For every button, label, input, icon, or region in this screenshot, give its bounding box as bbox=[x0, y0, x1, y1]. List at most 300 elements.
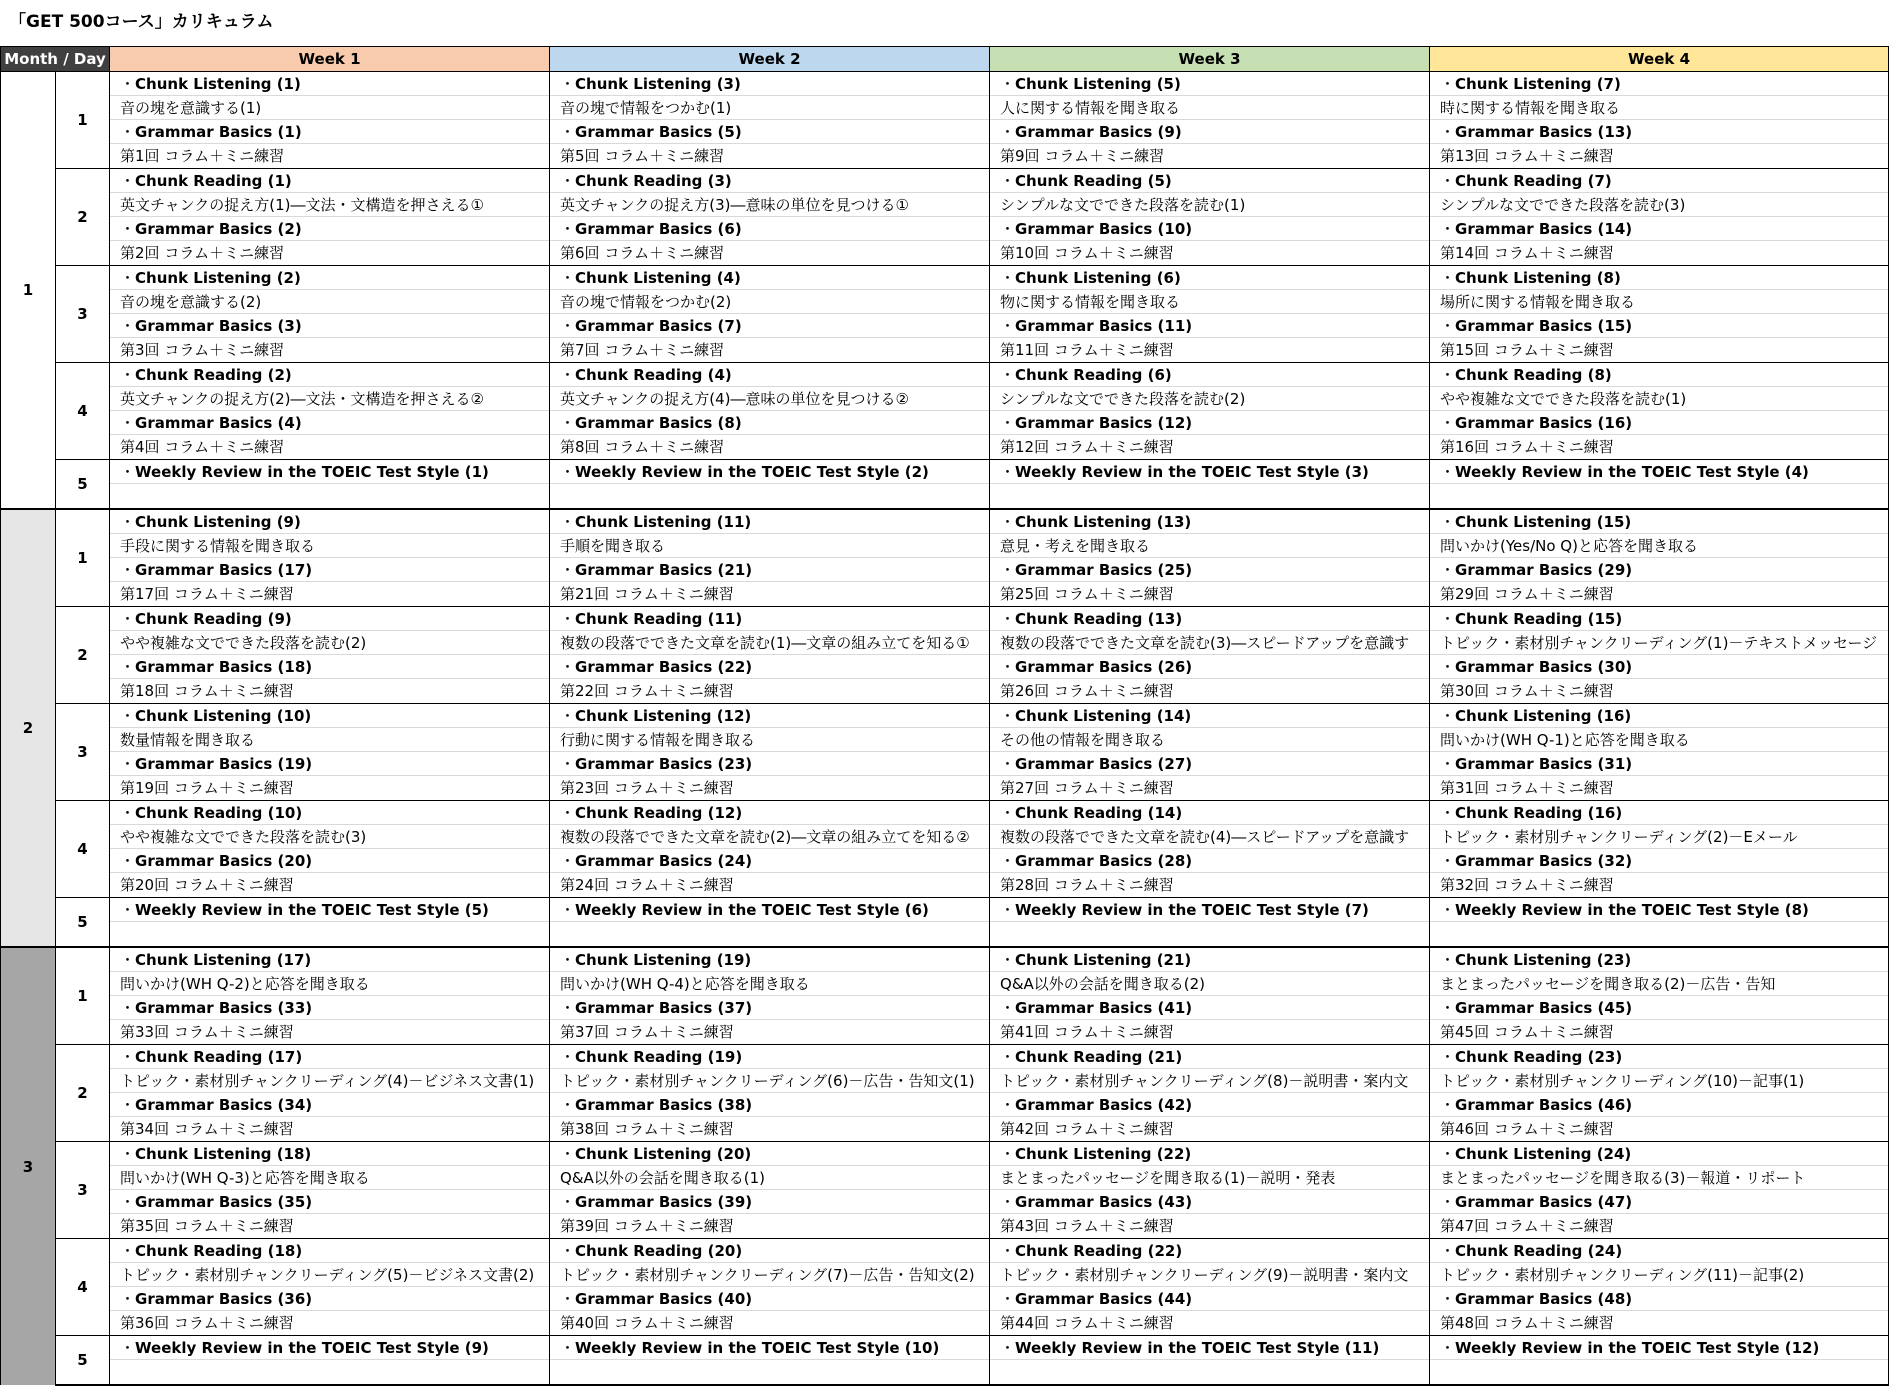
cell-line bbox=[1430, 217, 1888, 241]
lesson-description: 問いかけ(WH Q-1)と応答を聞き取る bbox=[1440, 731, 1690, 749]
cell-line bbox=[990, 363, 1429, 387]
cell-line bbox=[550, 679, 989, 703]
cell-line bbox=[990, 120, 1429, 144]
cell-line bbox=[990, 96, 1429, 120]
day-label: 3 bbox=[56, 266, 110, 363]
lesson-description: やや複雑な文でできた段落を読む(2) bbox=[120, 634, 367, 652]
bullet-mark: ・ bbox=[1440, 1096, 1456, 1114]
bullet-mark: ・ bbox=[120, 317, 136, 335]
week-1-cell bbox=[110, 460, 550, 510]
cell-line bbox=[1430, 314, 1888, 338]
cell-line bbox=[1430, 873, 1888, 897]
bullet-mark: ・ bbox=[560, 366, 576, 384]
lesson-description: 第47回 コラム＋ミニ練習 bbox=[1440, 1217, 1614, 1235]
bullet-mark: ・ bbox=[560, 610, 576, 628]
lesson-description: その他の情報を聞き取る bbox=[1000, 731, 1166, 749]
bullet-mark: ・ bbox=[1440, 1193, 1456, 1211]
lesson-description: 音の塊を意識する(2) bbox=[120, 293, 262, 311]
bullet-mark: ・ bbox=[1440, 999, 1456, 1017]
cell-line bbox=[550, 1214, 989, 1238]
lesson-title: Weekly Review in the TOEIC Test Style (8) bbox=[1455, 901, 1809, 919]
bullet-mark: ・ bbox=[560, 951, 576, 969]
cell-line bbox=[990, 972, 1429, 996]
lesson-description: 第16回 コラム＋ミニ練習 bbox=[1440, 438, 1614, 456]
cell-line bbox=[990, 704, 1429, 728]
month-label: 2 bbox=[1, 509, 56, 947]
lesson-description: 第37回 コラム＋ミニ練習 bbox=[560, 1023, 734, 1041]
lesson-title: Grammar Basics (18) bbox=[135, 658, 313, 676]
cell-line bbox=[110, 72, 549, 96]
lesson-title: Chunk Reading (19) bbox=[575, 1048, 743, 1066]
day-label: 2 bbox=[56, 607, 110, 704]
bullet-mark: ・ bbox=[1000, 1290, 1016, 1308]
bullet-mark: ・ bbox=[1000, 951, 1016, 969]
cell-line bbox=[550, 752, 989, 776]
month-label: 1 bbox=[1, 72, 56, 510]
lesson-description: 英文チャンクの捉え方(3)―意味の単位を見つける① bbox=[560, 196, 909, 214]
lesson-title: Grammar Basics (37) bbox=[575, 999, 753, 1017]
lesson-title: Grammar Basics (13) bbox=[1455, 123, 1633, 141]
cell-line bbox=[1430, 510, 1888, 534]
table-row bbox=[1, 1239, 1889, 1336]
day-label: 3 bbox=[56, 1142, 110, 1239]
day-label: 1 bbox=[56, 72, 110, 169]
week-3-cell bbox=[990, 1142, 1430, 1239]
week-4-cell bbox=[1430, 1239, 1889, 1336]
cell-line bbox=[1430, 534, 1888, 558]
lesson-description: 第44回 コラム＋ミニ練習 bbox=[1000, 1314, 1174, 1332]
bullet-mark: ・ bbox=[1000, 999, 1016, 1017]
table-row bbox=[1, 898, 1889, 948]
table-row bbox=[1, 801, 1889, 898]
lesson-title: Chunk Listening (12) bbox=[575, 707, 752, 725]
lesson-title: Chunk Listening (24) bbox=[1455, 1145, 1632, 1163]
table-row bbox=[1, 1336, 1889, 1386]
bullet-mark: ・ bbox=[1000, 1242, 1016, 1260]
cell-line bbox=[1430, 849, 1888, 873]
cell-line bbox=[110, 169, 549, 193]
bullet-mark: ・ bbox=[1440, 610, 1456, 628]
lesson-description: 第5回 コラム＋ミニ練習 bbox=[560, 147, 725, 165]
lesson-title: Chunk Listening (17) bbox=[135, 951, 312, 969]
table-row bbox=[1, 1045, 1889, 1142]
cell-line bbox=[1430, 1214, 1888, 1238]
week-1-cell bbox=[110, 72, 550, 169]
week-2-cell bbox=[550, 1336, 990, 1386]
lesson-title: Grammar Basics (2) bbox=[135, 220, 302, 238]
lesson-description: 問いかけ(WH Q-2)と応答を聞き取る bbox=[120, 975, 370, 993]
lesson-title: Grammar Basics (22) bbox=[575, 658, 753, 676]
cell-line bbox=[110, 460, 549, 484]
curriculum-table bbox=[0, 46, 1889, 1386]
cell-line bbox=[550, 1069, 989, 1093]
lesson-description: 第46回 コラム＋ミニ練習 bbox=[1440, 1120, 1614, 1138]
cell-line bbox=[550, 96, 989, 120]
lesson-description: やや複雑な文でできた段落を読む(1) bbox=[1440, 390, 1687, 408]
cell-line bbox=[550, 631, 989, 655]
day-label: 4 bbox=[56, 1239, 110, 1336]
lesson-title: Grammar Basics (30) bbox=[1455, 658, 1633, 676]
bullet-mark: ・ bbox=[560, 172, 576, 190]
bullet-mark: ・ bbox=[560, 901, 576, 919]
bullet-mark: ・ bbox=[1440, 951, 1456, 969]
bullet-mark: ・ bbox=[1440, 1290, 1456, 1308]
lesson-title: Chunk Reading (13) bbox=[1015, 610, 1183, 628]
week-4-cell bbox=[1430, 607, 1889, 704]
cell-line bbox=[550, 266, 989, 290]
bullet-mark: ・ bbox=[560, 755, 576, 773]
cell-line bbox=[1430, 1263, 1888, 1287]
table-row bbox=[1, 1142, 1889, 1239]
bullet-mark: ・ bbox=[120, 1290, 136, 1308]
week-1-header: Week 1 bbox=[110, 47, 550, 72]
cell-line bbox=[110, 387, 549, 411]
bullet-mark: ・ bbox=[1000, 463, 1016, 481]
cell-line bbox=[1430, 1336, 1888, 1360]
lesson-title: Grammar Basics (32) bbox=[1455, 852, 1633, 870]
bullet-mark: ・ bbox=[560, 707, 576, 725]
week-2-cell bbox=[550, 607, 990, 704]
bullet-mark: ・ bbox=[560, 1096, 576, 1114]
cell-line bbox=[550, 314, 989, 338]
week-2-cell bbox=[550, 72, 990, 169]
lesson-description: 音の塊で情報をつかむ(1) bbox=[560, 99, 732, 117]
bullet-mark: ・ bbox=[1440, 317, 1456, 335]
week-2-cell bbox=[550, 460, 990, 510]
lesson-title: Grammar Basics (29) bbox=[1455, 561, 1633, 579]
table-row bbox=[1, 72, 1889, 169]
lesson-description: 第7回 コラム＋ミニ練習 bbox=[560, 341, 725, 359]
day-label: 3 bbox=[56, 704, 110, 801]
lesson-title: Chunk Reading (20) bbox=[575, 1242, 743, 1260]
cell-line bbox=[1430, 193, 1888, 217]
cell-line bbox=[990, 411, 1429, 435]
cell-line bbox=[990, 655, 1429, 679]
cell-line bbox=[550, 484, 989, 508]
cell-line bbox=[550, 898, 989, 922]
cell-line bbox=[110, 825, 549, 849]
lesson-title: Grammar Basics (34) bbox=[135, 1096, 313, 1114]
cell-line bbox=[1430, 290, 1888, 314]
bullet-mark: ・ bbox=[1000, 658, 1016, 676]
lesson-title: Chunk Reading (24) bbox=[1455, 1242, 1623, 1260]
bullet-mark: ・ bbox=[1440, 1145, 1456, 1163]
lesson-title: Chunk Listening (9) bbox=[135, 513, 301, 531]
lesson-title: Grammar Basics (35) bbox=[135, 1193, 313, 1211]
lesson-description: 物に関する情報を聞き取る bbox=[1000, 293, 1181, 311]
cell-line bbox=[550, 1117, 989, 1141]
cell-line bbox=[110, 849, 549, 873]
cell-line bbox=[550, 849, 989, 873]
bullet-mark: ・ bbox=[120, 220, 136, 238]
cell-line bbox=[1430, 752, 1888, 776]
cell-line bbox=[110, 96, 549, 120]
header-row bbox=[1, 47, 1889, 72]
lesson-description: 第12回 コラム＋ミニ練習 bbox=[1000, 438, 1174, 456]
lesson-title: Chunk Listening (2) bbox=[135, 269, 301, 287]
lesson-title: Chunk Reading (22) bbox=[1015, 1242, 1183, 1260]
lesson-title: Grammar Basics (26) bbox=[1015, 658, 1193, 676]
week-2-cell bbox=[550, 266, 990, 363]
cell-line bbox=[1430, 266, 1888, 290]
bullet-mark: ・ bbox=[1000, 1048, 1016, 1066]
lesson-description: トピック・素材別チャンクリーディング(6)－広告・告知文(1) bbox=[560, 1072, 975, 1090]
cell-line bbox=[990, 728, 1429, 752]
lesson-title: Chunk Reading (7) bbox=[1455, 172, 1612, 190]
cell-line bbox=[550, 411, 989, 435]
sheet-title: 「GET 500コース」カリキュラム bbox=[9, 12, 274, 32]
lesson-description: 第18回 コラム＋ミニ練習 bbox=[120, 682, 294, 700]
lesson-title: Chunk Listening (13) bbox=[1015, 513, 1192, 531]
bullet-mark: ・ bbox=[1000, 707, 1016, 725]
lesson-title: Grammar Basics (23) bbox=[575, 755, 753, 773]
lesson-title: Weekly Review in the TOEIC Test Style (7) bbox=[1015, 901, 1369, 919]
table-row bbox=[1, 607, 1889, 704]
bullet-mark: ・ bbox=[1440, 755, 1456, 773]
lesson-title: Weekly Review in the TOEIC Test Style (2) bbox=[575, 463, 929, 481]
lesson-description: 問いかけ(WH Q-3)と応答を聞き取る bbox=[120, 1169, 370, 1187]
lesson-description: シンプルな文でできた段落を読む(3) bbox=[1440, 196, 1686, 214]
cell-line bbox=[990, 582, 1429, 606]
cell-line bbox=[990, 948, 1429, 972]
week-2-cell bbox=[550, 898, 990, 948]
lesson-title: Chunk Listening (7) bbox=[1455, 75, 1621, 93]
lesson-description: 第19回 コラム＋ミニ練習 bbox=[120, 779, 294, 797]
cell-line bbox=[550, 922, 989, 946]
bullet-mark: ・ bbox=[120, 951, 136, 969]
week-2-cell bbox=[550, 1142, 990, 1239]
cell-line bbox=[550, 241, 989, 265]
cell-line bbox=[110, 776, 549, 800]
cell-line bbox=[1430, 1093, 1888, 1117]
cell-line bbox=[990, 873, 1429, 897]
lesson-title: Grammar Basics (19) bbox=[135, 755, 313, 773]
lesson-title: Grammar Basics (14) bbox=[1455, 220, 1633, 238]
cell-line bbox=[110, 996, 549, 1020]
bullet-mark: ・ bbox=[120, 1193, 136, 1211]
cell-line bbox=[1430, 776, 1888, 800]
lesson-title: Grammar Basics (25) bbox=[1015, 561, 1193, 579]
bullet-mark: ・ bbox=[560, 1242, 576, 1260]
cell-line bbox=[1430, 558, 1888, 582]
cell-line bbox=[1430, 241, 1888, 265]
bullet-mark: ・ bbox=[120, 610, 136, 628]
cell-line bbox=[990, 1360, 1429, 1384]
lesson-description: トピック・素材別チャンクリーディング(5)－ビジネス文書(2) bbox=[120, 1266, 535, 1284]
lesson-title: Grammar Basics (38) bbox=[575, 1096, 753, 1114]
cell-line bbox=[550, 776, 989, 800]
bullet-mark: ・ bbox=[560, 804, 576, 822]
bullet-mark: ・ bbox=[1440, 561, 1456, 579]
lesson-description: 第30回 コラム＋ミニ練習 bbox=[1440, 682, 1614, 700]
lesson-description: 複数の段落でできた文章を読む(2)―文章の組み立てを知る② bbox=[560, 828, 970, 846]
bullet-mark: ・ bbox=[1000, 366, 1016, 384]
lesson-description: 第15回 コラム＋ミニ練習 bbox=[1440, 341, 1614, 359]
cell-line bbox=[550, 996, 989, 1020]
lesson-description: トピック・素材別チャンクリーディング(11)－記事(2) bbox=[1440, 1266, 1805, 1284]
bullet-mark: ・ bbox=[1440, 1339, 1456, 1357]
cell-line bbox=[990, 1263, 1429, 1287]
cell-line bbox=[550, 1360, 989, 1384]
cell-line bbox=[550, 387, 989, 411]
week-3-cell bbox=[990, 1239, 1430, 1336]
lesson-description: 意見・考えを聞き取る bbox=[1000, 537, 1151, 555]
week-1-cell bbox=[110, 898, 550, 948]
table-row bbox=[1, 169, 1889, 266]
lesson-description: 第9回 コラム＋ミニ練習 bbox=[1000, 147, 1165, 165]
cell-line bbox=[990, 1166, 1429, 1190]
lesson-description: トピック・素材別チャンクリーディング(10)－記事(1) bbox=[1440, 1072, 1805, 1090]
bullet-mark: ・ bbox=[1440, 804, 1456, 822]
bullet-mark: ・ bbox=[1000, 755, 1016, 773]
lesson-title: Grammar Basics (1) bbox=[135, 123, 302, 141]
cell-line bbox=[990, 1214, 1429, 1238]
day-label: 4 bbox=[56, 363, 110, 460]
lesson-description: 第8回 コラム＋ミニ練習 bbox=[560, 438, 725, 456]
cell-line bbox=[1430, 704, 1888, 728]
week-2-cell bbox=[550, 1239, 990, 1336]
bullet-mark: ・ bbox=[120, 804, 136, 822]
week-4-cell bbox=[1430, 898, 1889, 948]
bullet-mark: ・ bbox=[1000, 1096, 1016, 1114]
curriculum-body bbox=[1, 72, 1889, 1386]
week-1-cell bbox=[110, 1239, 550, 1336]
lesson-title: Chunk Reading (1) bbox=[135, 172, 292, 190]
week-4-cell bbox=[1430, 72, 1889, 169]
bullet-mark: ・ bbox=[1000, 901, 1016, 919]
lesson-title: Grammar Basics (3) bbox=[135, 317, 302, 335]
lesson-description: 場所に関する情報を聞き取る bbox=[1440, 293, 1636, 311]
lesson-description: トピック・素材別チャンクリーディング(8)－説明書・案内文 bbox=[1000, 1072, 1409, 1090]
cell-line bbox=[110, 1093, 549, 1117]
cell-line bbox=[550, 1190, 989, 1214]
cell-line bbox=[990, 1045, 1429, 1069]
lesson-description: 第4回 コラム＋ミニ練習 bbox=[120, 438, 285, 456]
cell-line bbox=[550, 1263, 989, 1287]
cell-line bbox=[110, 607, 549, 631]
week-2-cell bbox=[550, 169, 990, 266]
lesson-description: 第26回 コラム＋ミニ練習 bbox=[1000, 682, 1174, 700]
cell-line bbox=[550, 338, 989, 362]
lesson-description: まとまったパッセージを聞き取る(1)－説明・発表 bbox=[1000, 1169, 1336, 1187]
lesson-description: 数量情報を聞き取る bbox=[120, 731, 256, 749]
lesson-title: Chunk Listening (11) bbox=[575, 513, 752, 531]
cell-line bbox=[1430, 728, 1888, 752]
lesson-title: Chunk Reading (21) bbox=[1015, 1048, 1183, 1066]
week-4-header: Week 4 bbox=[1430, 47, 1889, 72]
lesson-title: Weekly Review in the TOEIC Test Style (11) bbox=[1015, 1339, 1380, 1357]
cell-line bbox=[990, 435, 1429, 459]
bullet-mark: ・ bbox=[1440, 658, 1456, 676]
bullet-mark: ・ bbox=[1000, 317, 1016, 335]
cell-line bbox=[1430, 1239, 1888, 1263]
lesson-title: Weekly Review in the TOEIC Test Style (5) bbox=[135, 901, 489, 919]
cell-line bbox=[990, 144, 1429, 168]
cell-line bbox=[990, 72, 1429, 96]
cell-line bbox=[1430, 948, 1888, 972]
cell-line bbox=[110, 1117, 549, 1141]
cell-line bbox=[550, 825, 989, 849]
cell-line bbox=[110, 266, 549, 290]
lesson-title: Weekly Review in the TOEIC Test Style (12) bbox=[1455, 1339, 1820, 1357]
bullet-mark: ・ bbox=[560, 658, 576, 676]
cell-line bbox=[990, 679, 1429, 703]
lesson-title: Chunk Reading (16) bbox=[1455, 804, 1623, 822]
lesson-description: 第28回 コラム＋ミニ練習 bbox=[1000, 876, 1174, 894]
cell-line bbox=[110, 898, 549, 922]
cell-line bbox=[550, 169, 989, 193]
bullet-mark: ・ bbox=[120, 123, 136, 141]
week-4-cell bbox=[1430, 363, 1889, 460]
lesson-title: Chunk Listening (20) bbox=[575, 1145, 752, 1163]
lesson-description: 第43回 コラム＋ミニ練習 bbox=[1000, 1217, 1174, 1235]
bullet-mark: ・ bbox=[120, 1096, 136, 1114]
week-3-cell bbox=[990, 363, 1430, 460]
cell-line bbox=[550, 1020, 989, 1044]
week-1-cell bbox=[110, 801, 550, 898]
week-2-cell bbox=[550, 1045, 990, 1142]
cell-line bbox=[110, 873, 549, 897]
bullet-mark: ・ bbox=[120, 707, 136, 725]
week-3-cell bbox=[990, 266, 1430, 363]
bullet-mark: ・ bbox=[1440, 901, 1456, 919]
bullet-mark: ・ bbox=[120, 414, 136, 432]
cell-line bbox=[990, 558, 1429, 582]
lesson-title: Grammar Basics (20) bbox=[135, 852, 313, 870]
cell-line bbox=[550, 1311, 989, 1335]
lesson-title: Chunk Listening (6) bbox=[1015, 269, 1181, 287]
week-1-cell bbox=[110, 1045, 550, 1142]
month-label: 3 bbox=[1, 947, 56, 1385]
lesson-description: 第29回 コラム＋ミニ練習 bbox=[1440, 585, 1614, 603]
cell-line bbox=[1430, 484, 1888, 508]
cell-line bbox=[1430, 96, 1888, 120]
week-4-cell bbox=[1430, 1045, 1889, 1142]
cell-line bbox=[1430, 1142, 1888, 1166]
cell-line bbox=[990, 193, 1429, 217]
week-2-cell bbox=[550, 363, 990, 460]
lesson-title: Chunk Listening (5) bbox=[1015, 75, 1181, 93]
bullet-mark: ・ bbox=[1000, 269, 1016, 287]
bullet-mark: ・ bbox=[560, 999, 576, 1017]
lesson-title: Grammar Basics (27) bbox=[1015, 755, 1193, 773]
cell-line bbox=[1430, 363, 1888, 387]
lesson-title: Grammar Basics (44) bbox=[1015, 1290, 1193, 1308]
lesson-title: Chunk Reading (14) bbox=[1015, 804, 1183, 822]
lesson-title: Grammar Basics (42) bbox=[1015, 1096, 1193, 1114]
lesson-description: 第23回 コラム＋ミニ練習 bbox=[560, 779, 734, 797]
week-3-cell bbox=[990, 460, 1430, 510]
lesson-description: 第42回 コラム＋ミニ練習 bbox=[1000, 1120, 1174, 1138]
lesson-description: やや複雑な文でできた段落を読む(3) bbox=[120, 828, 367, 846]
cell-line bbox=[550, 435, 989, 459]
cell-line bbox=[990, 849, 1429, 873]
cell-line bbox=[110, 217, 549, 241]
bullet-mark: ・ bbox=[1440, 123, 1456, 141]
table-row bbox=[1, 460, 1889, 510]
bullet-mark: ・ bbox=[120, 1339, 136, 1357]
cell-line bbox=[110, 1166, 549, 1190]
cell-line bbox=[110, 290, 549, 314]
bullet-mark: ・ bbox=[560, 513, 576, 531]
day-label: 5 bbox=[56, 460, 110, 510]
bullet-mark: ・ bbox=[560, 1048, 576, 1066]
lesson-description: 第25回 コラム＋ミニ練習 bbox=[1000, 585, 1174, 603]
lesson-title: Chunk Listening (19) bbox=[575, 951, 752, 969]
cell-line bbox=[1430, 1069, 1888, 1093]
bullet-mark: ・ bbox=[560, 463, 576, 481]
week-1-cell bbox=[110, 169, 550, 266]
